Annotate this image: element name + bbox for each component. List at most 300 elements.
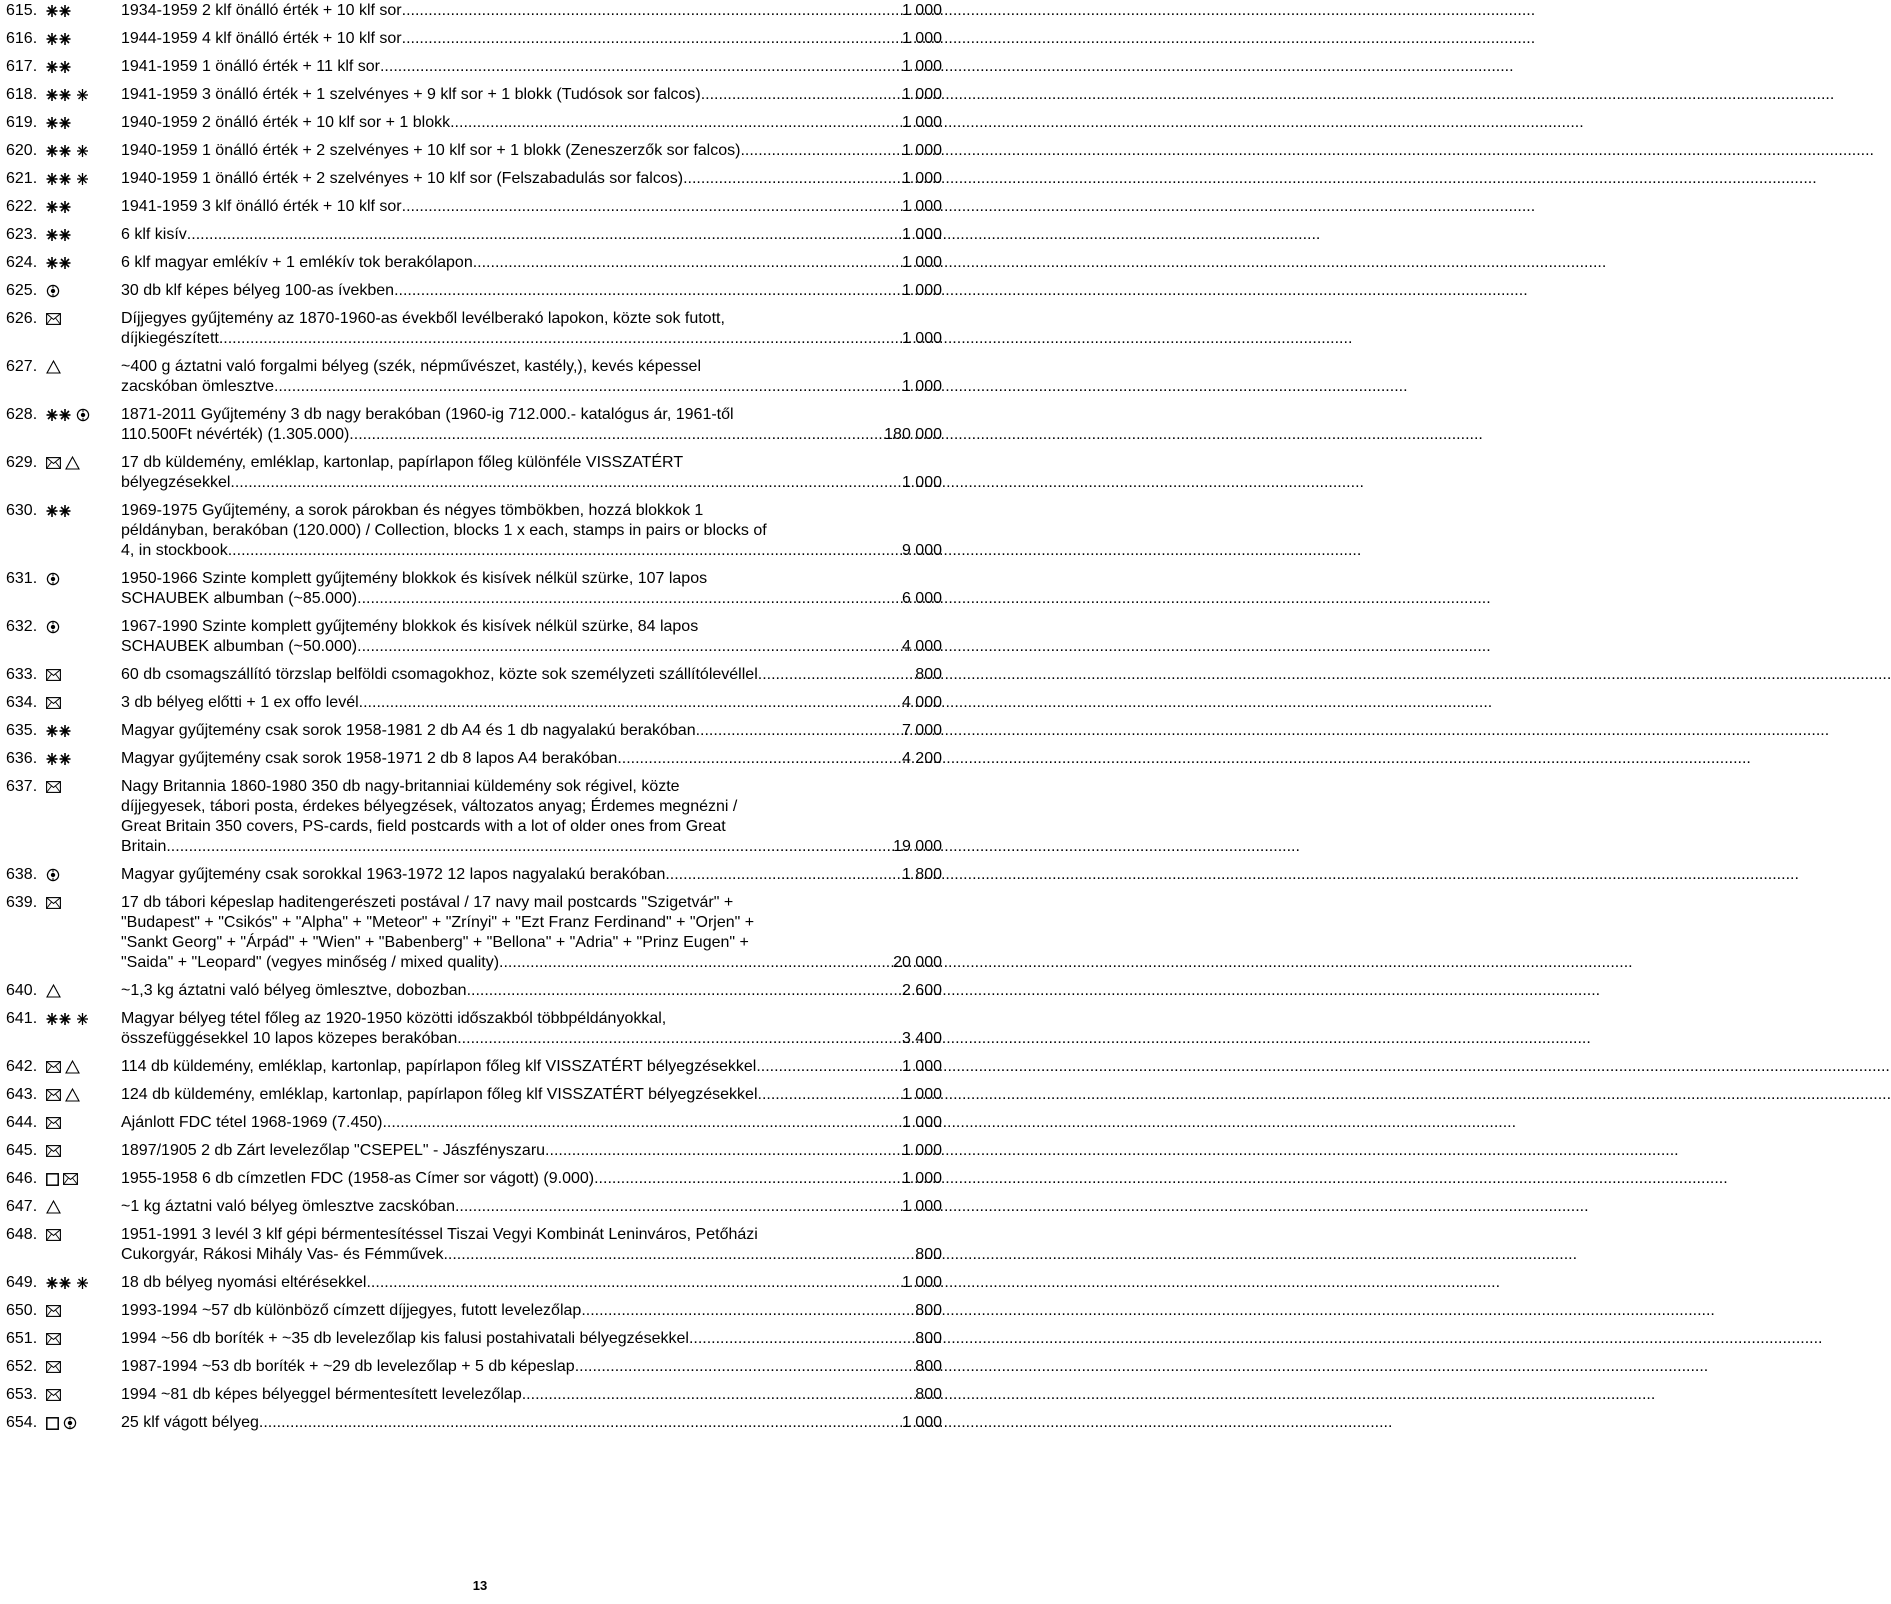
lot-number: 617. <box>6 58 38 75</box>
lot-number: 632. <box>6 618 38 635</box>
lot-description-line: 30 db klf képes bélyeg 100-as ívekben <box>121 282 395 299</box>
lot-price: 1 000 <box>901 30 942 47</box>
lot-number: 615. <box>6 2 38 19</box>
dot-leader <box>467 981 902 1001</box>
lot-symbols <box>46 1303 61 1319</box>
dot-leader <box>402 29 902 49</box>
lot-number: 636. <box>6 750 38 767</box>
lot-description-line: 6 klf kisív <box>121 226 187 243</box>
used-circle-icon <box>46 572 60 586</box>
lot-description-line: 18 db bélyeg nyomási eltérésekkel <box>121 1274 367 1291</box>
lot-description <box>121 1 942 21</box>
lot-description <box>121 197 942 217</box>
lot-description-line: Ajánlott FDC tétel 1968-1969 (7.450) <box>121 1114 383 1131</box>
lot-symbols <box>46 1059 80 1075</box>
double-star-icon <box>46 32 72 46</box>
lot-description <box>121 113 942 133</box>
envelope-icon <box>46 1117 61 1129</box>
dot-leader <box>187 225 902 245</box>
envelope-icon <box>46 1361 61 1373</box>
lot-description-line: Cukorgyár, Rákosi Mihály Vas- és Fémművek <box>121 1246 444 1263</box>
dot-leader <box>689 1329 915 1349</box>
dot-leader <box>575 1357 916 1377</box>
dot-leader <box>274 377 902 397</box>
lot-symbols <box>46 59 72 75</box>
single-star-icon <box>76 1012 89 1026</box>
lot-price: 1 000 <box>901 1274 942 1291</box>
double-star-icon <box>46 200 72 214</box>
lot-number: 616. <box>6 30 38 47</box>
lot-symbols <box>46 619 60 635</box>
lot-price: 800 <box>915 666 942 683</box>
lot-number: 621. <box>6 170 38 187</box>
lot-description-line: zacskóban ömlesztve <box>121 378 274 395</box>
lot-symbols <box>46 1415 77 1431</box>
lot-description-line: 6 klf magyar emlékív + 1 emlékív tok berakólapon <box>121 254 473 271</box>
lot-number: 633. <box>6 666 38 683</box>
lot-symbols <box>46 571 60 587</box>
lot-symbols <box>46 1275 89 1291</box>
lot-description-line: 114 db küldemény, emléklap, kartonlap, papírlapon főleg klf VISSZATÉRT bélyegzésekkel <box>121 1058 757 1075</box>
lot-description-line: 1941-1959 1 önálló érték + 11 klf sor <box>121 58 380 75</box>
dot-leader <box>499 953 893 973</box>
lot-number: 629. <box>6 454 38 471</box>
lot-price: 1 000 <box>901 282 942 299</box>
lot-description <box>121 405 942 445</box>
lot-description <box>121 309 942 349</box>
lot-symbols <box>46 143 89 159</box>
lot-description-line: 4, in stockbook <box>121 542 228 559</box>
lot-description-line: 1871-2011 Gyűjtemény 3 db nagy berakóban (1960-ig 712.000.- katalógus ár, 1961-től <box>121 406 734 423</box>
double-star-icon <box>46 1276 72 1290</box>
lot-symbols <box>46 895 61 911</box>
lot-price: 1 000 <box>901 86 942 103</box>
lot-description <box>121 1169 942 1189</box>
lot-description-line: ~400 g áztatni való forgalmi bélyeg (szék, népművészet, kastély,), kevés képessel <box>121 358 701 375</box>
double-star-icon <box>46 60 72 74</box>
envelope-icon <box>63 1173 78 1185</box>
dot-leader <box>359 693 902 713</box>
lot-price: 1 000 <box>901 1414 942 1431</box>
dot-leader <box>457 1029 902 1049</box>
lot-number: 644. <box>6 1114 38 1131</box>
lot-price: 1 000 <box>901 1114 942 1131</box>
lot-number: 622. <box>6 198 38 215</box>
lot-number: 628. <box>6 406 38 423</box>
lot-number: 650. <box>6 1302 38 1319</box>
dot-leader <box>683 169 902 189</box>
lot-description-line: 1950-1966 Szinte komplett gyűjtemény blokkok és kisívek nélkül szürke, 107 lapos <box>121 570 708 587</box>
double-star-icon <box>46 256 72 270</box>
lot-price: 19 000 <box>893 838 942 855</box>
dot-leader <box>701 85 902 105</box>
lot-description-line: 1994 ~81 db képes bélyeggel bérmentesített levelezőlap <box>121 1386 522 1403</box>
lot-description-line: "Sankt Georg" + "Árpád" + "Wien" + "Babenberg" + "Bellona" + "Adria" + "Prinz Eugen" + <box>121 934 749 951</box>
double-star-icon <box>46 752 72 766</box>
envelope-icon <box>46 1089 61 1101</box>
dot-leader <box>665 865 902 885</box>
dot-leader <box>166 837 893 857</box>
double-star-icon <box>46 88 72 102</box>
lot-number: 646. <box>6 1170 38 1187</box>
lot-number: 637. <box>6 778 38 795</box>
triangle-icon <box>65 456 80 470</box>
double-star-icon <box>46 408 72 422</box>
lot-price: 800 <box>915 1330 942 1347</box>
lot-number: 647. <box>6 1198 38 1215</box>
lot-description-line: 25 klf vágott bélyeg <box>121 1414 259 1431</box>
lot-description <box>121 665 942 685</box>
lot-description <box>121 865 942 885</box>
envelope-icon <box>46 1145 61 1157</box>
lot-description-line: Díjjegyes gyűjtemény az 1870-1960-as évekből levélberakó lapokon, közte sok futott, <box>121 310 725 327</box>
lot-number: 624. <box>6 254 38 271</box>
lot-description <box>121 357 942 397</box>
lot-number: 645. <box>6 1142 38 1159</box>
dot-leader <box>349 425 884 445</box>
lot-description <box>121 501 942 561</box>
lot-description-line: 17 db tábori képeslap haditengerészeti postával / 17 navy mail postcards "Szigetvár" + <box>121 894 734 911</box>
single-star-icon <box>76 144 89 158</box>
lot-description-line: ~1,3 kg áztatni való bélyeg ömlesztve, dobozban <box>121 982 467 999</box>
lot-price: 1 000 <box>901 1142 942 1159</box>
lot-description <box>121 1301 942 1321</box>
dot-leader <box>758 1085 902 1105</box>
dot-leader <box>228 541 902 561</box>
double-star-icon <box>46 228 72 242</box>
envelope-icon <box>46 313 61 325</box>
lot-description-line: 1944-1959 4 klf önálló érték + 10 klf sor <box>121 30 402 47</box>
dot-leader <box>230 473 902 493</box>
lot-price: 7 000 <box>901 722 942 739</box>
dot-leader <box>522 1385 916 1405</box>
lot-price: 1 000 <box>901 254 942 271</box>
square-icon <box>46 1417 59 1430</box>
envelope-icon <box>46 697 61 709</box>
lot-number: 651. <box>6 1330 38 1347</box>
lot-description <box>121 169 942 189</box>
double-star-icon <box>46 4 72 18</box>
lot-description-line: példányban, berakóban (120.000) / Collection, blocks 1 x each, stamps in pairs or blocks of <box>121 522 767 539</box>
dot-leader <box>473 253 902 273</box>
lot-description <box>121 1141 942 1161</box>
lot-number: 619. <box>6 114 38 131</box>
lot-symbols <box>46 455 80 471</box>
lot-description <box>121 1329 942 1349</box>
envelope-icon <box>46 1389 61 1401</box>
lot-symbols <box>46 1199 61 1215</box>
lot-description-line: Magyar gyűjtemény csak sorok 1958-1971 2 db 8 lapos A4 berakóban <box>121 750 618 767</box>
lot-description-line: 1969-1975 Gyűjtemény, a sorok párokban és négyes tömbökben, hozzá blokkok 1 <box>121 502 704 519</box>
lot-description <box>121 85 942 105</box>
used-circle-icon <box>76 408 90 422</box>
lot-symbols <box>46 1171 78 1187</box>
lot-description <box>121 1197 942 1217</box>
double-star-icon <box>46 144 72 158</box>
lot-description <box>121 253 942 273</box>
lot-description-line: 1955-1958 6 db címzetlen FDC (1958-as Címer sor vágott) (9.000) <box>121 1170 595 1187</box>
dot-leader <box>259 1413 902 1433</box>
lot-symbols <box>46 3 72 19</box>
lot-description-line: Great Britain 350 covers, PS-cards, field postcards with a lot of older ones from Great <box>121 818 726 835</box>
lot-description-line: 1994 ~56 db boríték + ~35 db levelezőlap kis falusi postahivatali bélyegzésekkel <box>121 1330 689 1347</box>
lot-description-line: díjkiegészített <box>121 330 219 347</box>
dot-leader <box>740 141 902 161</box>
used-circle-icon <box>46 868 60 882</box>
lot-description-line: Britain <box>121 838 167 855</box>
lot-number: 654. <box>6 1414 38 1431</box>
lot-symbols <box>46 1087 80 1103</box>
lot-price: 4 000 <box>901 638 942 655</box>
lot-symbols <box>46 87 89 103</box>
lot-price: 1 000 <box>901 114 942 131</box>
lot-symbols <box>46 255 72 271</box>
lot-symbols <box>46 1011 89 1027</box>
lot-symbols <box>46 667 61 683</box>
lot-symbols <box>46 723 72 739</box>
lot-description <box>121 617 942 657</box>
envelope-icon <box>46 1333 61 1345</box>
lot-description-line: 1940-1959 1 önálló érték + 2 szelvényes + 10 klf sor (Felszabadulás sor falcos) <box>121 170 684 187</box>
triangle-icon <box>46 1200 61 1214</box>
double-star-icon <box>46 504 72 518</box>
lot-description-line: Magyar gyűjtemény csak sorokkal 1963-1972 12 lapos nagyalakú berakóban <box>121 866 666 883</box>
dot-leader <box>756 1057 902 1077</box>
lot-price: 180 000 <box>884 426 942 443</box>
lot-price: 1 000 <box>901 474 942 491</box>
lot-description-line: "Budapest" + "Csikós" + "Alpha" + "Meteor" + "Zrínyi" + "Ezt Franz Ferdinand" + "Orjen" + <box>121 914 755 931</box>
lot-price: 4 200 <box>901 750 942 767</box>
lot-description <box>121 749 942 769</box>
lot-number: 627. <box>6 358 38 375</box>
single-star-icon <box>76 172 89 186</box>
lot-price: 800 <box>915 1246 942 1263</box>
dot-leader <box>394 281 902 301</box>
lot-price: 9 000 <box>901 542 942 559</box>
lot-number: 625. <box>6 282 38 299</box>
lot-description <box>121 1057 942 1077</box>
lot-description-line: 110.500Ft névérték) (1.305.000) <box>121 426 350 443</box>
lot-description-line: 1951-1991 3 levél 3 klf gépi bérmentesítéssel Tiszai Vegyi Kombinát Leninváros, Petőházi <box>121 1226 758 1243</box>
lot-symbols <box>46 1331 61 1347</box>
used-circle-icon <box>46 284 60 298</box>
dot-leader <box>382 1113 901 1133</box>
envelope-icon <box>46 669 61 681</box>
lot-symbols <box>46 695 61 711</box>
lot-symbols <box>46 983 61 999</box>
lot-description <box>121 1009 942 1049</box>
lot-description-line: 1941-1959 3 önálló érték + 1 szelvényes + 9 klf sor + 1 blokk (Tudósok sor falcos) <box>121 86 701 103</box>
lot-symbols <box>46 751 72 767</box>
lot-symbols <box>46 1227 61 1243</box>
lot-description <box>121 693 942 713</box>
dot-leader <box>402 197 902 217</box>
lot-price: 1 000 <box>901 142 942 159</box>
lot-price: 800 <box>915 1302 942 1319</box>
dot-leader <box>380 57 902 77</box>
lot-description-line: Magyar bélyeg tétel főleg az 1920-1950 közötti időszakból többpéldányokkal, <box>121 1010 667 1027</box>
lot-price: 1 000 <box>901 2 942 19</box>
lot-description <box>121 281 942 301</box>
dot-leader <box>402 1 902 21</box>
lot-description-line: 3 db bélyeg előtti + 1 ex offo levél <box>121 694 359 711</box>
lot-description-line: Nagy Britannia 1860-1980 350 db nagy-britanniai küldemény sok régivel, közte <box>121 778 680 795</box>
double-star-icon <box>46 172 72 186</box>
lot-description-line: SCHAUBEK albumban (~50.000) <box>121 638 358 655</box>
lot-description <box>121 893 942 973</box>
envelope-icon <box>46 1305 61 1317</box>
lot-price: 4 000 <box>901 694 942 711</box>
dot-leader <box>357 589 902 609</box>
lot-description-line: ~1 kg áztatni való bélyeg ömlesztve zacskóban <box>121 1198 455 1215</box>
lot-symbols <box>46 359 61 375</box>
lot-description-line: díjjegyesek, tábori posta, érdekes bélyegzések, változatos anyag; Érdemes megnézni / <box>121 798 738 815</box>
lot-number: 631. <box>6 570 38 587</box>
lot-price: 1 000 <box>901 226 942 243</box>
lot-symbols <box>46 407 90 423</box>
lot-price: 1 000 <box>901 330 942 347</box>
triangle-icon <box>65 1060 80 1074</box>
double-star-icon <box>46 724 72 738</box>
lot-number: 630. <box>6 502 38 519</box>
lot-description-line: 1993-1994 ~57 db különböző címzett díjjegyes, futott levelezőlap <box>121 1302 582 1319</box>
lot-symbols <box>46 779 61 795</box>
dot-leader <box>443 1245 915 1265</box>
dot-leader <box>581 1301 915 1321</box>
used-circle-icon <box>46 620 60 634</box>
lot-number: 648. <box>6 1226 38 1243</box>
lot-number: 641. <box>6 1010 38 1027</box>
lot-symbols <box>46 115 72 131</box>
lot-price: 6 000 <box>901 590 942 607</box>
lot-number: 643. <box>6 1086 38 1103</box>
lot-description-line: 1934-1959 2 klf önálló érték + 10 klf sor <box>121 2 402 19</box>
triangle-icon <box>46 984 61 998</box>
lot-description <box>121 1385 942 1405</box>
lot-description <box>121 1357 942 1377</box>
lot-description <box>121 225 942 245</box>
lot-description-line: 1940-1959 1 önálló érték + 2 szelvényes + 10 klf sor + 1 blokk (Zeneszerzők sor falcos) <box>121 142 741 159</box>
lot-description <box>121 141 942 161</box>
lot-price: 800 <box>915 1386 942 1403</box>
lot-price: 1 000 <box>901 1170 942 1187</box>
lot-description <box>121 1113 942 1133</box>
lot-description-line: 1941-1959 3 klf önálló érték + 10 klf sor <box>121 198 402 215</box>
lot-description-line: bélyegzésekkel <box>121 474 231 491</box>
dot-leader <box>594 1169 902 1189</box>
lot-symbols <box>46 199 72 215</box>
lot-description-line: Magyar gyűjtemény csak sorok 1958-1981 2 db A4 és 1 db nagyalakú berakóban <box>121 722 696 739</box>
lot-number: 634. <box>6 694 38 711</box>
lot-description <box>121 1273 942 1293</box>
lot-symbols <box>46 311 61 327</box>
dot-leader <box>455 1197 902 1217</box>
envelope-icon <box>46 781 61 793</box>
lot-price: 1 000 <box>901 378 942 395</box>
lot-number: 653. <box>6 1386 38 1403</box>
lot-description <box>121 29 942 49</box>
lot-number: 639. <box>6 894 38 911</box>
lot-number: 649. <box>6 1274 38 1291</box>
lot-number: 620. <box>6 142 38 159</box>
lot-description-line: összefüggésekkel 10 lapos közepes berakóban <box>121 1030 458 1047</box>
lot-symbols <box>46 1387 61 1403</box>
single-star-icon <box>76 1276 89 1290</box>
dot-leader <box>617 749 902 769</box>
lot-description <box>121 1085 942 1105</box>
lot-description <box>121 721 942 741</box>
dot-leader <box>450 113 902 133</box>
lot-price: 1 000 <box>901 170 942 187</box>
lot-price: 20 000 <box>893 954 942 971</box>
envelope-icon <box>46 1061 61 1073</box>
lot-number: 623. <box>6 226 38 243</box>
envelope-icon <box>46 897 61 909</box>
lot-price: 1 800 <box>901 866 942 883</box>
lot-description-line: 1967-1990 Szinte komplett gyűjtemény blokkok és kisívek nélkül szürke, 84 lapos <box>121 618 699 635</box>
dot-leader <box>545 1141 902 1161</box>
lot-description <box>121 1225 942 1265</box>
lot-number: 618. <box>6 86 38 103</box>
lot-description <box>121 453 942 493</box>
lot-number: 642. <box>6 1058 38 1075</box>
lot-description-line: 1897/1905 2 db Zárt levelezőlap "CSEPEL" - Jászfényszaru <box>121 1142 546 1159</box>
lot-number: 626. <box>6 310 38 327</box>
lot-price: 3 400 <box>901 1030 942 1047</box>
lot-description <box>121 1413 942 1433</box>
lot-symbols <box>46 1359 61 1375</box>
dot-leader <box>696 721 902 741</box>
used-circle-icon <box>63 1416 77 1430</box>
lot-symbols <box>46 1143 61 1159</box>
lot-description <box>121 777 942 857</box>
square-icon <box>46 1173 59 1186</box>
lot-number: 652. <box>6 1358 38 1375</box>
envelope-icon <box>46 1229 61 1241</box>
lot-symbols <box>46 227 72 243</box>
lot-symbols <box>46 503 72 519</box>
single-star-icon <box>76 88 89 102</box>
lot-description-line: "Saida" + "Leopard" (vegyes minőség / mixed quality) <box>121 954 500 971</box>
triangle-icon <box>46 360 61 374</box>
envelope-icon <box>46 457 61 469</box>
lot-description-line: SCHAUBEK albumban (~85.000) <box>121 590 358 607</box>
lot-description-line: 1940-1959 2 önálló érték + 10 klf sor + 1 blokk <box>121 114 451 131</box>
lot-description <box>121 981 942 1001</box>
lot-number: 635. <box>6 722 38 739</box>
lot-price: 1 000 <box>901 198 942 215</box>
lot-price: 1 000 <box>901 1058 942 1075</box>
lot-price: 2 600 <box>901 982 942 999</box>
page-number: 13 <box>472 1578 488 1593</box>
lot-symbols <box>46 283 60 299</box>
lot-number: 640. <box>6 982 38 999</box>
lot-description-line: 60 db csomagszállító törzslap belföldi csomagokhoz, közte sok személyzeti szállítólevéllel <box>121 666 758 683</box>
lot-symbols <box>46 171 89 187</box>
dot-leader <box>366 1273 901 1293</box>
lot-symbols <box>46 1115 61 1131</box>
lot-number: 638. <box>6 866 38 883</box>
dot-leader <box>357 637 902 657</box>
lot-description-line: 17 db küldemény, emléklap, kartonlap, papírlapon főleg különféle VISSZATÉRT <box>121 454 684 471</box>
lot-price: 1 000 <box>901 1198 942 1215</box>
lot-description-line: 124 db küldemény, emléklap, kartonlap, papírlapon főleg klf VISSZATÉRT bélyegzésekkel <box>121 1086 758 1103</box>
lot-symbols <box>46 31 72 47</box>
dot-leader <box>219 329 902 349</box>
lot-price: 800 <box>915 1358 942 1375</box>
lot-price: 1 000 <box>901 1086 942 1103</box>
lot-price: 1 000 <box>901 58 942 75</box>
